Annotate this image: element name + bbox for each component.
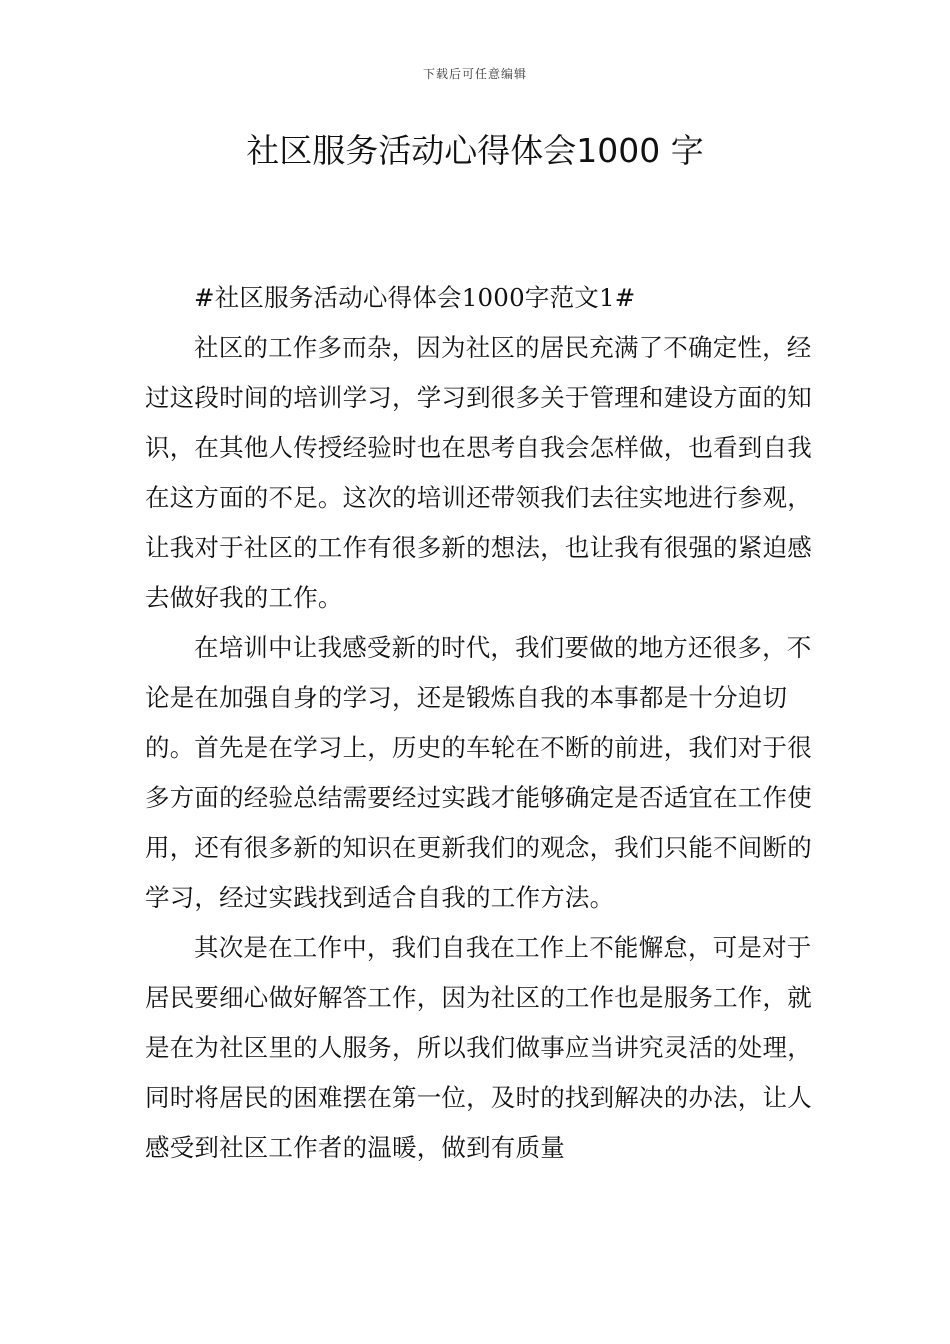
document-body: [145, 273, 825, 1173]
document-title: 社区服务活动心得体会1000 字: [246, 131, 704, 170]
paragraph-3: 其次是在工作中，我们自我在工作上不能懈怠，可是对于居民要细心做好解答工作，因为社区的工作也是服务工作，就是在为社区里的人服务，所以我们做事应当讲究灵活的处理，同时将居民的困难摆在第一位，及时的找到解决的办法，让人感受到社区工作者的温暖，做到有质量: [145, 933, 812, 1162]
section-heading: #社区服务活动心得体会1000字范文1#: [194, 283, 636, 312]
paragraph-1: 社区的工作多而杂，因为社区的居民充满了不确定性，经过这段时间的培训学习，学习到很多关于管理和建设方面的知识，在其他人传授经验时也在思考自我会怎样做，也看到自我在这方面的不足。这次的培训还带领我们去往实地进行参观，让我对于社区的工作有很多新的想法，也让我有很强的紧迫感去做好我的工作。: [145, 333, 812, 612]
header-note: 下载后可任意编辑: [422, 67, 527, 81]
paragraph-2: 在培训中让我感受新的时代，我们要做的地方还很多，不论是在加强自身的学习，还是锻炼自我的本事都是十分迫切的。首先是在学习上，历史的车轮在不断的前进，我们对于很多方面的经验总结需要经过实践才能够确定是否适宜在工作使用，还有很多新的知识在更新我们的观念，我们只能不间断的学习，经过实践找到适合自我的工作方法。: [145, 633, 812, 912]
